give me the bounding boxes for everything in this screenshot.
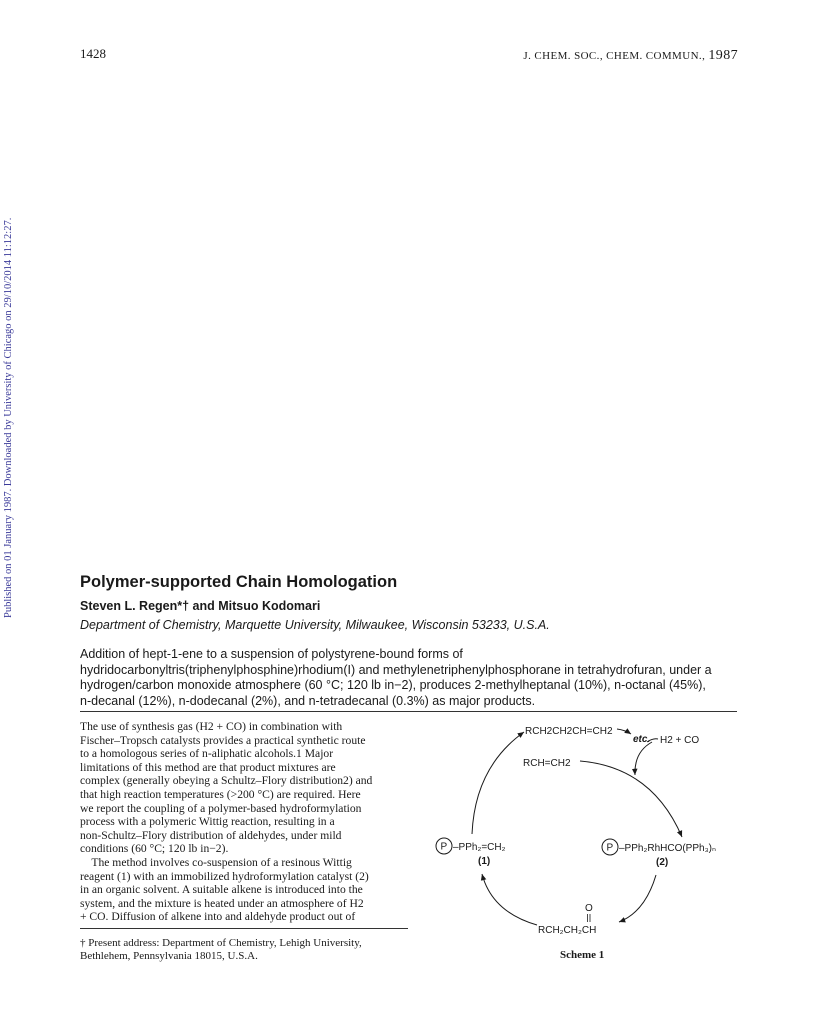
body-line: that high reaction temperatures (>200 °C) are required. Here	[80, 787, 361, 801]
svg-text:O: O	[585, 903, 593, 914]
body-line: limitations of this method are that product mixtures are	[80, 760, 336, 774]
scheme-return-arrow	[482, 874, 537, 925]
scheme-reagent-1-label: (1)	[478, 856, 491, 867]
footnote	[80, 937, 362, 963]
svg-text:P: P	[606, 842, 614, 854]
body-line: Fischer–Tropsch catalysts provides a practical synthetic route	[80, 733, 366, 747]
scheme-catalyst-2-label: (2)	[656, 857, 669, 868]
body-column	[80, 720, 410, 924]
page-number: 1428	[80, 46, 106, 61]
body-line: system, and the mixture is heated under an atmosphere of H2	[80, 896, 364, 910]
download-side-note-text: Published on 01 January 1987. Downloaded by University of Chicago on 29/10/2014 11:12:27.	[3, 217, 14, 618]
scheme-top-alkene: RCH2CH2CH=CH2	[525, 726, 613, 737]
abstract-line: hydridocarbonyltris(triphenylphosphine)rhodium(I) and methylenetriphenylphosphorane in tetrahydrofuran, under a	[80, 662, 712, 677]
body-line: The method involves co-suspension of a resinous Wittig	[80, 855, 352, 869]
journal-header	[523, 48, 738, 64]
body-line: non-Schultz–Flory distribution of aldehydes, under mild	[80, 828, 342, 842]
body-line: to a homologous series of n-aliphatic alcohols.1 Major	[80, 747, 334, 761]
journal-name: J. CHEM. SOC., CHEM. COMMUN.,	[523, 50, 706, 62]
scheme-hydroformylation-arrow	[580, 761, 682, 837]
abstract-line: n-decanal (12%), n-dodecanal (2%), and n-tetradecanal (0.3%) as major products.	[80, 693, 536, 708]
scheme-aldehyde-arrow	[619, 875, 656, 922]
body-line: + CO. Diffusion of alkene into and aldehyde product out of	[80, 910, 356, 924]
scheme-catalyst-2-formula: –PPh₂RhHCO(PPh₃)ₙ	[619, 843, 716, 854]
scheme-wittig-arrow	[472, 732, 524, 834]
body-line: we report the coupling of a polymer-based hydroformylation	[80, 801, 362, 815]
scheme-caption: Scheme 1	[560, 949, 605, 961]
body-line: reagent (1) with an immobilized hydroformylation catalyst (2)	[80, 869, 369, 883]
footnote-line: Bethlehem, Pennsylvania 18015, U.S.A.	[80, 950, 258, 962]
article-authors: Steven L. Regen*† and Mitsuo Kodomari	[80, 599, 321, 613]
scheme-gas-label: H2 + CO	[660, 735, 700, 746]
footnote-divider	[80, 928, 408, 929]
svg-text:RCH₂CH₂CH: RCH₂CH₂CH	[538, 925, 597, 936]
journal-year: 1987	[708, 48, 738, 63]
article-affiliation: Department of Chemistry, Marquette University, Milwaukee, Wisconsin 53233, U.S.A.	[80, 618, 550, 632]
body-line: conditions (60 °C; 120 lb in−2).	[80, 842, 229, 856]
scheme-reagent-1	[436, 838, 506, 854]
scheme-aldehyde	[538, 903, 596, 936]
scheme-alkene: RCH=CH2	[523, 758, 571, 769]
scheme-catalyst-2	[602, 839, 716, 855]
abstract-line: hydrogen/carbon monoxide atmosphere (60 °C; 120 lb in−2), produces 2-methylheptanal (10%), n-octanal (45%),	[80, 678, 706, 692]
scheme-reagent-1-formula: –PPh₂=CH₂	[453, 842, 506, 853]
reaction-scheme	[420, 712, 740, 967]
scheme-etc-label: etc.	[633, 734, 651, 745]
body-line: in an organic solvent. A suitable alkene is introduced into the	[80, 883, 363, 897]
footnote-line: † Present address: Department of Chemistry, Lehigh University,	[80, 937, 362, 949]
svg-text:P: P	[440, 841, 448, 853]
abstract-line: Addition of hept-1-ene to a suspension of polystyrene-bound forms of	[80, 647, 463, 661]
scheme-gas-arrow	[635, 742, 652, 775]
scheme-etc-arrow	[617, 729, 631, 734]
article-title: Polymer-supported Chain Homologation	[80, 573, 398, 591]
body-line: The use of synthesis gas (H2 + CO) in combination with	[80, 720, 343, 733]
body-line: complex (generally obeying a Schultz–Flory distribution2) and	[80, 774, 373, 788]
body-line: process with a polymeric Wittig reaction, resulting in a	[80, 815, 335, 829]
abstract	[80, 647, 740, 709]
download-side-note	[2, 208, 16, 618]
